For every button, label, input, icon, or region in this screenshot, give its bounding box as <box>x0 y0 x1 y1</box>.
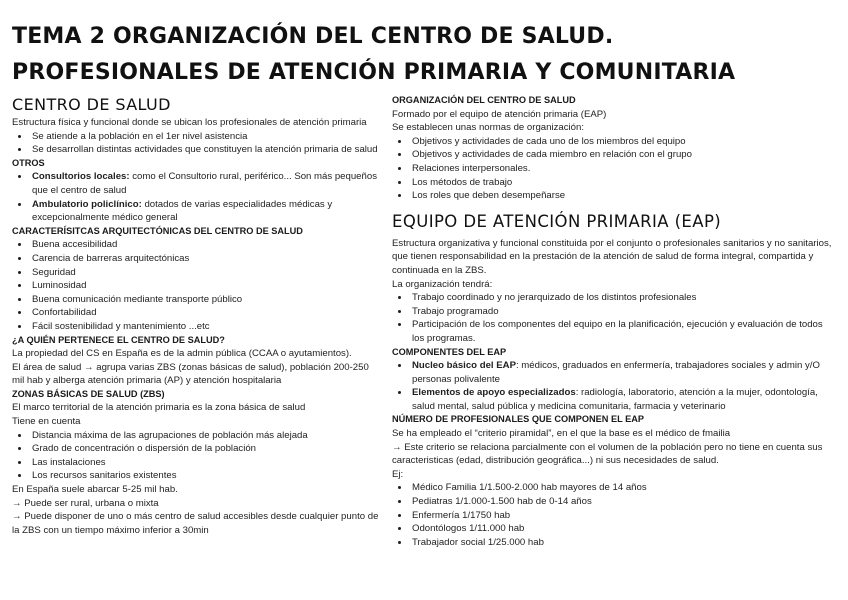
intro-list <box>12 130 382 157</box>
zbs-title: ZONAS BÁSICAS DE SALUD (ZBS) <box>12 388 165 399</box>
pertenece-title: ¿A QUIÉN PERTENECE EL CENTRO DE SALUD? <box>12 334 225 345</box>
list-item: • Odontólogos 1/11.000 hab <box>410 522 836 536</box>
term: Nucleo básico del EAP <box>412 360 516 372</box>
list-item: • Objetivos y actividades de cada miembro en relación con el grupo <box>410 148 836 162</box>
list-item: • Buena accesibilidad <box>30 238 382 252</box>
term: Elementos de apoyo especializados <box>412 387 576 399</box>
list-item: • Enfermería 1/1750 hab <box>410 509 836 523</box>
list-item: • Seguridad <box>30 266 382 280</box>
list-item: • Los roles que deben desempeñarse <box>410 189 836 203</box>
list-item: • Luminosidad <box>30 279 382 293</box>
centro-salud-intro: Estructura física y funcional donde se ubican los profesionales de atención primaria <box>12 117 367 128</box>
list-item <box>410 386 836 413</box>
numero-list <box>392 481 836 549</box>
zbs-p2: Tiene en cuenta <box>12 416 81 428</box>
list-item: • Distancia máxima de las agrupaciones de población más alejada <box>30 429 382 443</box>
eap-list <box>392 291 836 345</box>
pertenece-p1: La propiedad del CS en España es de la admin pública (CCAA o ayutamientos). <box>12 348 352 360</box>
list-item: • Trabajador social 1/25.000 hab <box>410 536 836 550</box>
list-item: • Se atiende a la población en el 1er nivel asistencia <box>30 130 382 144</box>
eap-p1: Estructura organizativa y funcional constituida por el conjunto o profesionales sanitarios y no sanitarios, que tienen responsabilidad en la prestación de la atención de salud de forma integral, compartida y continuada en la ZBS. <box>392 237 832 276</box>
title-line-2: PROFESIONALES DE ATENCIÓN PRIMARIA Y COMUNITARIA <box>12 60 736 85</box>
eap-p2: La organización tendrá: <box>392 278 493 290</box>
list-item: • Buena comunicación mediante transporte público <box>30 293 382 307</box>
list-item: • Los métodos de trabajo <box>410 176 836 190</box>
definition: : radiología, laboratorio, atención a la mujer, odontología, salud mental, salud pública y medicina comunitaria, farmacia y veterinario <box>412 387 818 412</box>
list-item: • Trabajo coordinado y no jerarquizado de los distintos profesionales <box>410 291 836 305</box>
componentes-list <box>392 359 836 413</box>
list-item: • Se desarrollan distintas actividades que constituyen la atención primaria de salud <box>30 143 382 157</box>
list-item <box>410 359 836 386</box>
definition: : médicos, graduados en enfermería, trabajadores sociales y admin y/O personas polivalente <box>412 360 820 385</box>
componentes-title: COMPONENTES DEL EAP <box>392 346 507 357</box>
list-item: • Grado de concentración o dispersión de la población <box>30 442 382 456</box>
otros-title: OTROS <box>12 157 45 168</box>
list-item: • Trabajo programado <box>410 305 836 319</box>
right-column <box>392 94 836 549</box>
pertenece-p2: El área de salud → agrupa varias ZBS (zonas básicas de salud), población 200-250 mil hab y alberga atención primaria (AP) y atención hospitalaria <box>12 361 369 387</box>
organizacion-title: ORGANIZACIÓN DEL CENTRO DE SALUD <box>392 95 576 105</box>
list-item: • Fácil sostenibilidad y mantenimiento ...etc <box>30 320 382 334</box>
list-item: • Participación de los componentes del equipo en la planificación, ejecución y evaluación de todos los programas. <box>410 318 836 345</box>
list-item: • Relaciones interpersonales. <box>410 162 836 176</box>
numero-p2: → Este criterio se relaciona parcialmente con el volumen de la población pero no tiene en cuenta sus caracteristicas (edad, distribución geográfica...) ni sus necesidades de salud. <box>392 441 823 467</box>
centro-salud-heading: CENTRO DE SALUD <box>12 95 171 114</box>
zbs-p1: El marco territorial de la atención primaria es la zona básica de salud <box>12 402 306 414</box>
list-item: • Carencia de barreras arquitectónicas <box>30 252 382 266</box>
numero-p3: Ej: <box>392 468 404 480</box>
definition: como el Consultorio rural, periférico... Son más pequeños que el centro de salud <box>32 171 377 196</box>
list-item: • Los recursos sanitarios existentes <box>30 469 382 483</box>
list-item: • Objetivos y actividades de cada uno de los miembros del equipo <box>410 135 836 149</box>
term: Consultorios locales: <box>32 171 130 183</box>
list-item: • Las instalaciones <box>30 456 382 470</box>
list-item: • Pediatras 1/1.000-1.500 hab de 0-14 años <box>410 495 836 509</box>
list-item <box>30 198 382 225</box>
zbs-p3: En España suele abarcar 5-25 mil hab. <box>12 484 178 496</box>
list-item: • Confortabilidad <box>30 306 382 320</box>
organizacion-p1: Formado por el equipo de atención primaria (EAP) <box>392 108 607 120</box>
left-column <box>12 94 382 537</box>
eap-heading: EQUIPO DE ATENCIÓN PRIMARIA (EAP) <box>392 211 722 231</box>
list-item <box>30 170 382 197</box>
numero-title: NÚMERO DE PROFESIONALES QUE COMPONEN EL EAP <box>392 414 645 425</box>
definition: dotados de varias especialidades médicas y excepcionalmente médico general <box>32 198 333 224</box>
zbs-list <box>12 429 382 483</box>
caracteristicas-list <box>12 238 382 333</box>
caracteristicas-title: CARACTERÍSITCAS ARQUITECTÓNICAS DEL CENTRO DE SALUD <box>12 225 303 236</box>
numero-p1: Se ha empleado el “criterio piramidal”, en el que la base es el médico de fmailia <box>392 428 731 440</box>
term: Ambulatorio policlínico: <box>32 198 142 210</box>
organizacion-p2: Se establecen unas normas de organización: <box>392 122 584 134</box>
zbs-p4: → Puede ser rural, urbana o mixta <box>12 497 159 509</box>
zbs-p5: → Puede disponer de uno o más centro de salud accesibles desde cualquier punto de la ZBS con un tiempo máximo inferior a 30min <box>12 511 379 536</box>
otros-list <box>12 170 382 224</box>
organizacion-list <box>392 135 836 203</box>
title-line-1: TEMA 2 ORGANIZACIÓN DEL CENTRO DE SALUD. <box>12 24 614 49</box>
list-item: • Médico Familia 1/1.500-2.000 hab mayores de 14 años <box>410 481 836 495</box>
